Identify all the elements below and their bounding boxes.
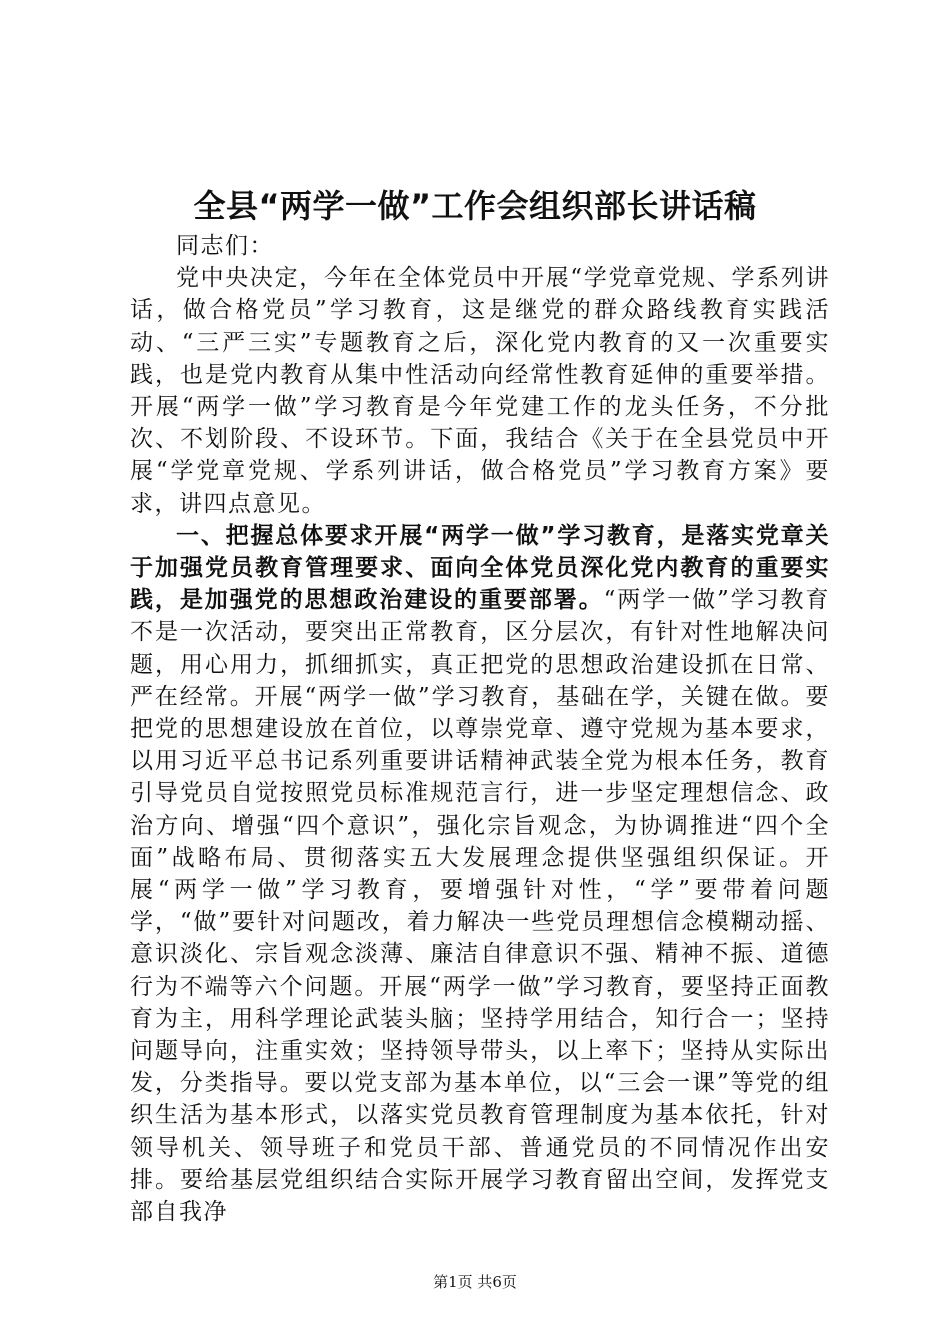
section-1-body: “两学一做”学习教育不是一次活动，要突出正常教育，区分层次，有针对性地解决问题，用心用力，抓细抓实，真正把党的思想政治建设抓在日常、严在经常。开展“两学一做”学习教育，基础在学，关键在做。要把党的思想建设放在首位，以尊崇党章、遵守党规为基本要求，以用习近平总书记系列重要讲话精神武装全党为根本任务，教育引导党员自觉按照党员标准规范言行，进一步坚定理想信念、政治方向、增强“四个意识”，强化宗旨观念，为协调推进“四个全面”战略布局、贯彻落实五大发展理念提供坚强组织保证。开展“两学一做”学习教育，要增强针对性，“学”要带着问题学，“做”要针对问题改，着力解决一些党员理想信念模糊动摇、意识淡化、宗旨观念淡薄、廉洁自律意识不强、精神不振、道德行为不端等六个问题。开展“两学一做”学习教育，要坚持正面教育为主，用科学理论武装头脑；坚持学用结合，知行合一；坚持问题导向，注重实效；坚持领导带头，以上率下；坚持从实际出发，分类指导。要以党支部为基本单位，以“三会一课”等党的组织生活为基本形式，以落实党员教育管理制度为基本依托，针对领导机关、领导班子和党员干部、普通党员的不同情况作出安排。要给基层党组织结合实际开展学习教育留出空间，发挥党支部自我净 (130, 587, 830, 1226)
section-1 (130, 520, 830, 1228)
paragraph-intro: 党中央决定，今年在全体党员中开展“学党章党规、学系列讲话，做合格党员”学习教育，这是继党的群众路线教育实践活动、“三严三实”专题教育之后，深化党内教育的又一次重要实践，也是党内教育从集中性活动向经常性教育延伸的重要举措。开展“两学一做”学习教育是今年党建工作的龙头任务，不分批次、不划阶段、不设环节。下面，我结合《关于在全县党员中开展“学党章党规、学系列讲话，做合格党员”学习教育方案》要求，讲四点意见。 (130, 265, 830, 517)
page-footer: 第1页 共6页 (433, 1273, 517, 1291)
document-title: 全县“两学一做”工作会组织部长讲话稿 (193, 187, 757, 225)
section-1-heading: 一、把握总体要求开展“两学一做”学习教育，是落实党章关于加强党员教育管理要求、面向全体党员深化党内教育的重要实践，是加强党的思想政治建设的重要部署。 (130, 522, 830, 614)
document-body (130, 230, 830, 1228)
greeting: 同志们： (176, 233, 274, 259)
